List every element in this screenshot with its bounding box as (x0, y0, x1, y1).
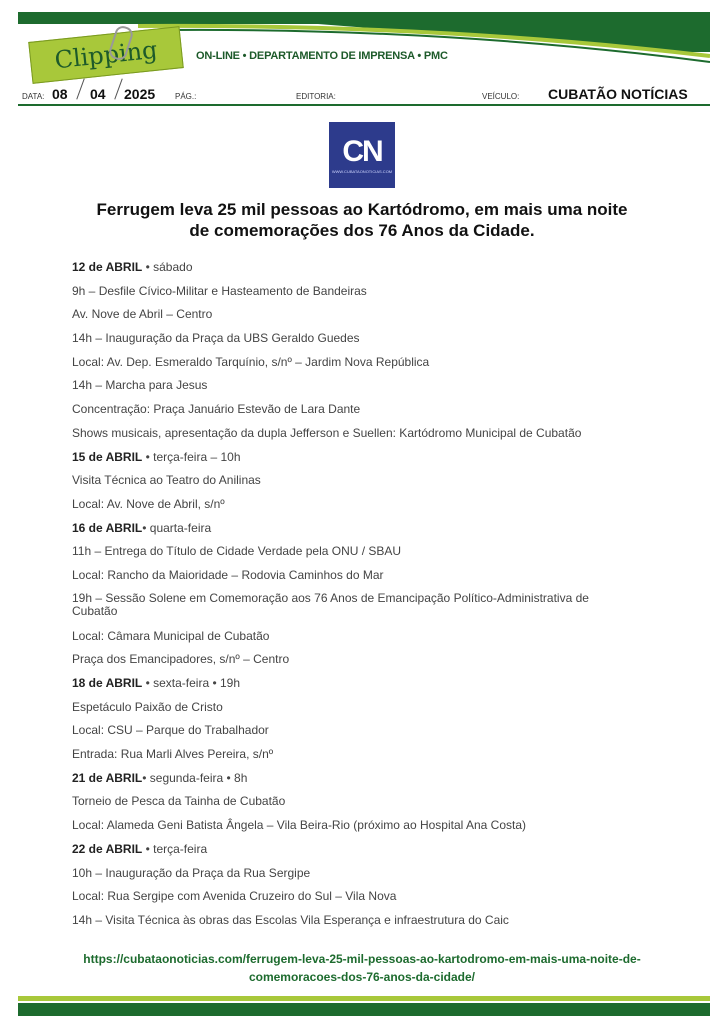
page-label: PÁG.: (175, 92, 197, 101)
schedule-line (72, 887, 632, 911)
line-text: Shows musicais, apresentação da dupla Jefferson e Suellen: Kartódromo Municipal de Cubatão (72, 425, 582, 440)
line-text: Concentração: Praça Januário Estevão de Lara Dante (72, 402, 361, 417)
date-heading: 12 de ABRIL (72, 260, 143, 274)
line-text: • terça-feira (142, 841, 208, 856)
veiculo-label: VEÍCULO: (482, 92, 520, 101)
line-text: • quarta-feira (142, 520, 212, 535)
line-text: Local: Câmara Municipal de Cubatão (72, 628, 270, 643)
date-heading-line (72, 769, 632, 793)
cubatao-noticias-logo (329, 122, 395, 188)
date-heading: 21 de ABRIL (72, 770, 143, 785)
date-month: 04 (90, 86, 106, 102)
line-text: Local: Rua Sergipe com Avenida Cruzeiro do Sul – Vila Nova (72, 889, 397, 904)
date-divider (76, 78, 84, 99)
line-text: Local: Av. Dep. Esmeraldo Tarquínio, s/nº – Jardim Nova República (72, 354, 430, 369)
schedule-line (72, 376, 632, 400)
line-text: • terça-feira – 10h (142, 449, 241, 464)
line-text: • sábado (142, 260, 193, 274)
clipping-banner (18, 12, 710, 75)
schedule-line (72, 792, 632, 816)
schedule-line (72, 400, 632, 424)
veiculo-name: CUBATÃO NOTÍCIAS (548, 86, 688, 102)
logo-text: CN (342, 134, 382, 168)
line-text: • segunda-feira • 8h (142, 770, 248, 785)
line-text: 14h – Marcha para Jesus (72, 378, 208, 393)
schedule-line (72, 471, 632, 495)
line-text: 11h – Entrega do Título de Cidade Verdade pela ONU / SBAU (72, 544, 402, 559)
line-text: Local: Rancho da Maioridade – Rodovia Caminhos do Mar (72, 567, 384, 582)
schedule-line (72, 864, 632, 888)
line-text: Espetáculo Paixão de Cristo (72, 699, 223, 714)
line-text: Av. Nove de Abril – Centro (72, 307, 213, 322)
date-divider (114, 78, 122, 99)
line-text: Praça dos Emancipadores, s/nº – Centro (72, 652, 290, 667)
date-heading: 15 de ABRIL (72, 449, 143, 464)
schedule-line (72, 282, 632, 306)
line-text: Visita Técnica ao Teatro do Anilinas (72, 473, 261, 488)
date-heading: 18 de ABRIL (72, 676, 143, 690)
line-text: Torneio de Pesca da Tainha de Cubatão (72, 794, 286, 809)
date-heading-line (72, 840, 632, 864)
schedule-line (72, 542, 632, 566)
line-text: 10h – Inauguração da Praça da Rua Sergipe (72, 865, 311, 880)
date-year: 2025 (124, 86, 156, 102)
line-text: 14h – Inauguração da Praça da UBS Geraldo Guedes (72, 331, 360, 346)
clipping-text: Clipping (53, 35, 159, 75)
date-day: 08 (52, 86, 68, 102)
line-text: Local: Av. Nove de Abril, s/nº (72, 496, 225, 511)
schedule-line (72, 329, 632, 353)
schedule-line (72, 627, 632, 651)
source-link[interactable] (30, 950, 694, 986)
article-body (72, 258, 632, 935)
date-heading-line (72, 674, 632, 698)
schedule-line (72, 590, 632, 627)
schedule-line (72, 911, 632, 935)
title-line-1: Ferrugem leva 25 mil pessoas ao Kartódromo, em mais uma noite (96, 200, 628, 219)
schedule-line (72, 698, 632, 722)
line-text: Local: Alameda Geni Batista Ângela – Vila Beira-Rio (próximo ao Hospital Ana Costa) (72, 818, 527, 833)
date-label: DATA: (22, 92, 45, 101)
line-text: 14h – Visita Técnica às obras das Escolas Vila Esperança e infraestrutura do Caic (72, 912, 509, 927)
article-title (60, 199, 664, 241)
date-heading-line (72, 519, 632, 543)
schedule-line (72, 305, 632, 329)
schedule-line (72, 721, 632, 745)
footer-stripes (18, 996, 710, 1016)
date-heading-line (72, 448, 632, 472)
logo-url: WWW.CUBATAONOTICIAS.COM (331, 168, 393, 174)
schedule-line (72, 495, 632, 519)
line-text: Local: CSU – Parque do Trabalhador (72, 723, 269, 738)
date-heading: 22 de ABRIL (72, 841, 143, 856)
source-url-line-2[interactable]: comemoracoes-dos-76-anos-da-cidade/ (248, 970, 476, 984)
title-line-2: de comemorações dos 76 Anos da Cidade. (189, 221, 535, 240)
schedule-line (72, 424, 632, 448)
metadata-row (20, 84, 710, 104)
line-text: 19h – Sessão Solene em Comemoração aos 76 Anos de Emancipação Político-Administrativa de Cubatão (72, 590, 589, 618)
schedule-line (72, 566, 632, 590)
header-rule (18, 104, 710, 106)
department-label: ON-LINE • DEPARTAMENTO DE IMPRENSA • PMC (196, 50, 448, 62)
schedule-line (72, 650, 632, 674)
line-text: 9h – Desfile Cívico-Militar e Hasteamento de Bandeiras (72, 283, 367, 298)
line-text: Entrada: Rua Marli Alves Pereira, s/nº (72, 747, 274, 762)
source-url-line-1[interactable]: https://cubataonoticias.com/ferrugem-leva-25-mil-pessoas-ao-kartodromo-em-mais-uma-noite-de- (83, 952, 641, 966)
date-heading: 16 de ABRIL (72, 520, 143, 535)
date-heading-line (72, 258, 632, 282)
schedule-line (72, 353, 632, 377)
schedule-line (72, 745, 632, 769)
line-text: • sexta-feira • 19h (142, 676, 241, 690)
editoria-label: EDITORIA: (296, 92, 336, 101)
schedule-line (72, 816, 632, 840)
